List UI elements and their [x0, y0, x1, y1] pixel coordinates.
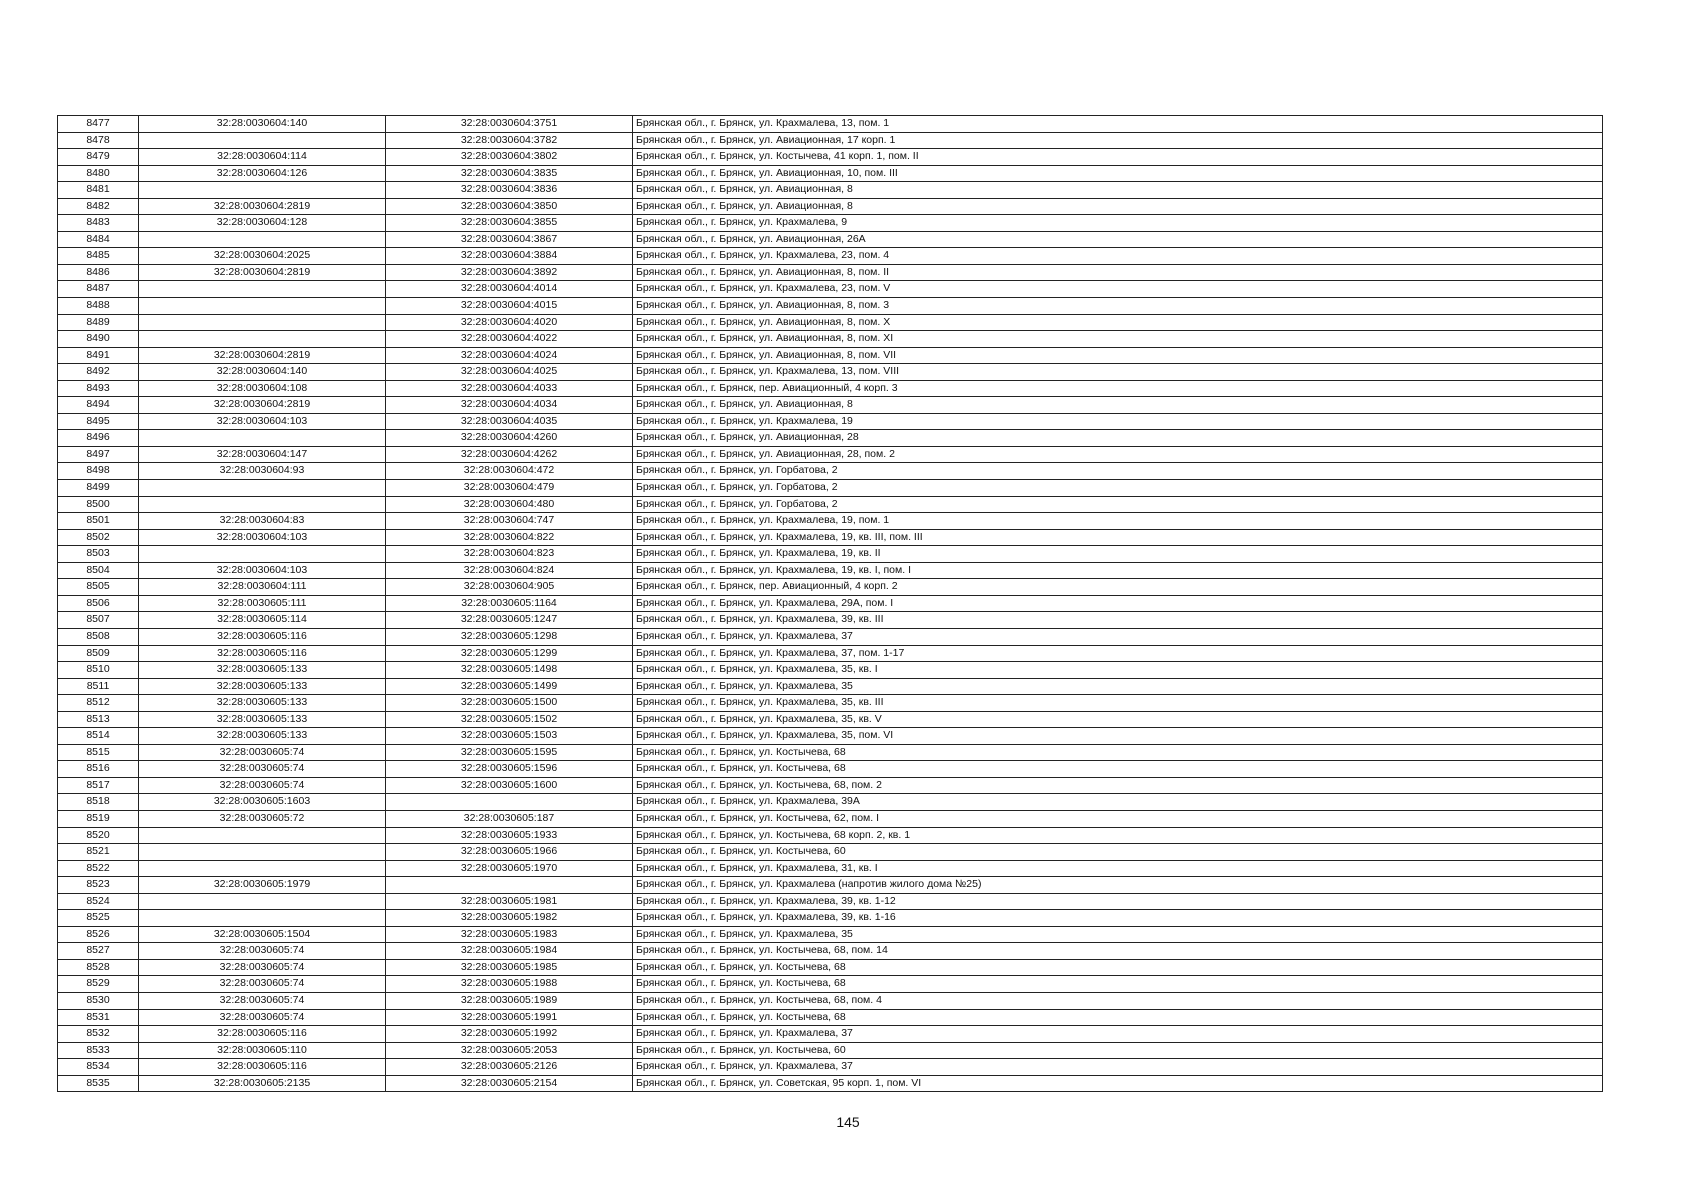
row-number-cell: 8478: [58, 132, 139, 149]
table-row: [58, 877, 1603, 894]
address-cell: Брянская обл., г. Брянск, ул. Крахмалева, 19, кв. I, пом. I: [633, 562, 1603, 579]
address-cell: Брянская обл., г. Брянск, ул. Авиационная, 8, пом. II: [633, 264, 1603, 281]
address-cell: Брянская обл., г. Брянск, пер. Авиационный, 4 корп. 2: [633, 579, 1603, 596]
land-cadastral-number-cell: [139, 298, 386, 315]
address-cell: Брянская обл., г. Брянск, ул. Крахмалева, 35: [633, 678, 1603, 695]
object-cadastral-number-cell: 32:28:0030605:1933: [386, 827, 633, 844]
address-cell: Брянская обл., г. Брянск, ул. Крахмалева, 23, пом. V: [633, 281, 1603, 298]
object-cadastral-number-cell: 32:28:0030604:4020: [386, 314, 633, 331]
address-cell: Брянская обл., г. Брянск, ул. Авиационная, 17 корп. 1: [633, 132, 1603, 149]
row-number-cell: 8502: [58, 529, 139, 546]
row-number-cell: 8517: [58, 777, 139, 794]
table-row: [58, 794, 1603, 811]
address-cell: Брянская обл., г. Брянск, ул. Крахмалева, 35, кв. III: [633, 695, 1603, 712]
object-cadastral-number-cell: 32:28:0030604:3835: [386, 165, 633, 182]
row-number-cell: 8515: [58, 744, 139, 761]
row-number-cell: 8504: [58, 562, 139, 579]
row-number-cell: 8513: [58, 711, 139, 728]
address-cell: Брянская обл., г. Брянск, ул. Горбатова, 2: [633, 496, 1603, 513]
land-cadastral-number-cell: 32:28:0030604:103: [139, 529, 386, 546]
object-cadastral-number-cell: 32:28:0030604:822: [386, 529, 633, 546]
address-cell: Брянская обл., г. Брянск, ул. Крахмалева, 39, кв. 1-16: [633, 910, 1603, 927]
address-cell: Брянская обл., г. Брянск, ул. Крахмалева, 37: [633, 1026, 1603, 1043]
land-cadastral-number-cell: 32:28:0030605:74: [139, 777, 386, 794]
table-row: [58, 413, 1603, 430]
table-row: [58, 711, 1603, 728]
table-row: [58, 1026, 1603, 1043]
table-row: [58, 992, 1603, 1009]
address-cell: Брянская обл., г. Брянск, ул. Костычева, 68, пом. 2: [633, 777, 1603, 794]
object-cadastral-number-cell: 32:28:0030605:1981: [386, 893, 633, 910]
land-cadastral-number-cell: 32:28:0030604:128: [139, 215, 386, 232]
table-row: [58, 463, 1603, 480]
land-cadastral-number-cell: 32:28:0030605:74: [139, 976, 386, 993]
address-cell: Брянская обл., г. Брянск, ул. Авиационная, 8, пом. X: [633, 314, 1603, 331]
table-row: [58, 331, 1603, 348]
table-row: [58, 959, 1603, 976]
land-cadastral-number-cell: 32:28:0030605:116: [139, 645, 386, 662]
address-cell: Брянская обл., г. Брянск, ул. Костычева, 62, пом. I: [633, 810, 1603, 827]
address-cell: Брянская обл., г. Брянск, ул. Авиационная, 28: [633, 430, 1603, 447]
object-cadastral-number-cell: 32:28:0030604:3751: [386, 116, 633, 133]
object-cadastral-number-cell: 32:28:0030605:1502: [386, 711, 633, 728]
row-number-cell: 8489: [58, 314, 139, 331]
row-number-cell: 8488: [58, 298, 139, 315]
address-cell: Брянская обл., г. Брянск, ул. Крахмалева, 39, кв. 1-12: [633, 893, 1603, 910]
address-cell: Брянская обл., г. Брянск, ул. Крахмалева, 31, кв. I: [633, 860, 1603, 877]
address-cell: Брянская обл., г. Брянск, ул. Горбатова, 2: [633, 480, 1603, 497]
object-cadastral-number-cell: 32:28:0030604:4024: [386, 347, 633, 364]
land-cadastral-number-cell: 32:28:0030604:2819: [139, 347, 386, 364]
land-cadastral-number-cell: 32:28:0030605:116: [139, 628, 386, 645]
address-cell: Брянская обл., г. Брянск, пер. Авиационный, 4 корп. 3: [633, 380, 1603, 397]
row-number-cell: 8494: [58, 397, 139, 414]
table-row: [58, 132, 1603, 149]
land-cadastral-number-cell: [139, 827, 386, 844]
address-cell: Брянская обл., г. Брянск, ул. Крахмалева, 19, кв. II: [633, 546, 1603, 563]
table-row: [58, 943, 1603, 960]
address-cell: Брянская обл., г. Брянск, ул. Авиационная, 8, пом. XI: [633, 331, 1603, 348]
address-cell: Брянская обл., г. Брянск, ул. Крахмалева, 37, пом. 1-17: [633, 645, 1603, 662]
address-cell: Брянская обл., г. Брянск, ул. Авиационная, 10, пом. III: [633, 165, 1603, 182]
land-cadastral-number-cell: 32:28:0030604:126: [139, 165, 386, 182]
row-number-cell: 8487: [58, 281, 139, 298]
row-number-cell: 8511: [58, 678, 139, 695]
land-cadastral-number-cell: 32:28:0030604:147: [139, 446, 386, 463]
table-row: [58, 810, 1603, 827]
table-row: [58, 777, 1603, 794]
object-cadastral-number-cell: 32:28:0030605:1298: [386, 628, 633, 645]
land-cadastral-number-cell: 32:28:0030605:74: [139, 943, 386, 960]
address-cell: Брянская обл., г. Брянск, ул. Крахмалева, 35, пом. VI: [633, 728, 1603, 745]
object-cadastral-number-cell: 32:28:0030605:187: [386, 810, 633, 827]
table-row: [58, 744, 1603, 761]
address-cell: Брянская обл., г. Брянск, ул. Авиационная, 8: [633, 397, 1603, 414]
row-number-cell: 8514: [58, 728, 139, 745]
object-cadastral-number-cell: 32:28:0030604:4015: [386, 298, 633, 315]
address-cell: Брянская обл., г. Брянск, ул. Авиационная, 8, пом. 3: [633, 298, 1603, 315]
row-number-cell: 8477: [58, 116, 139, 133]
land-cadastral-number-cell: 32:28:0030605:2135: [139, 1075, 386, 1092]
row-number-cell: 8534: [58, 1059, 139, 1076]
address-cell: Брянская обл., г. Брянск, ул. Крахмалева, 19: [633, 413, 1603, 430]
object-cadastral-number-cell: 32:28:0030604:3855: [386, 215, 633, 232]
address-cell: Брянская обл., г. Брянск, ул. Костычева, 68 корп. 2, кв. 1: [633, 827, 1603, 844]
object-cadastral-number-cell: 32:28:0030605:1983: [386, 926, 633, 943]
land-cadastral-number-cell: [139, 546, 386, 563]
address-cell: Брянская обл., г. Брянск, ул. Крахмалева, 13, пом. 1: [633, 116, 1603, 133]
table-row: [58, 546, 1603, 563]
table-row: [58, 926, 1603, 943]
table-row: [58, 976, 1603, 993]
object-cadastral-number-cell: 32:28:0030605:1596: [386, 761, 633, 778]
address-cell: Брянская обл., г. Брянск, ул. Крахмалева (напротив жилого дома №25): [633, 877, 1603, 894]
object-cadastral-number-cell: 32:28:0030605:1966: [386, 844, 633, 861]
table-row: [58, 645, 1603, 662]
table-row: [58, 116, 1603, 133]
land-cadastral-number-cell: 32:28:0030604:93: [139, 463, 386, 480]
object-cadastral-number-cell: 32:28:0030604:3867: [386, 231, 633, 248]
address-cell: Брянская обл., г. Брянск, ул. Крахмалева, 29А, пом. I: [633, 595, 1603, 612]
land-cadastral-number-cell: 32:28:0030604:103: [139, 413, 386, 430]
table-row: [58, 893, 1603, 910]
row-number-cell: 8493: [58, 380, 139, 397]
table-row: [58, 149, 1603, 166]
land-cadastral-number-cell: [139, 496, 386, 513]
table-row: [58, 347, 1603, 364]
object-cadastral-number-cell: 32:28:0030604:4035: [386, 413, 633, 430]
address-cell: Брянская обл., г. Брянск, ул. Авиационная, 8: [633, 198, 1603, 215]
table-row: [58, 496, 1603, 513]
address-cell: Брянская обл., г. Брянск, ул. Крахмалева, 19, пом. 1: [633, 513, 1603, 530]
row-number-cell: 8482: [58, 198, 139, 215]
address-cell: Брянская обл., г. Брянск, ул. Крахмалева, 39А: [633, 794, 1603, 811]
row-number-cell: 8503: [58, 546, 139, 563]
address-cell: Брянская обл., г. Брянск, ул. Костычева, 60: [633, 1042, 1603, 1059]
table-body: [58, 116, 1603, 1092]
row-number-cell: 8496: [58, 430, 139, 447]
address-cell: Брянская обл., г. Брянск, ул. Костычева, 68: [633, 976, 1603, 993]
table-row: [58, 215, 1603, 232]
address-cell: Брянская обл., г. Брянск, ул. Крахмалева, 9: [633, 215, 1603, 232]
object-cadastral-number-cell: 32:28:0030605:1984: [386, 943, 633, 960]
row-number-cell: 8479: [58, 149, 139, 166]
object-cadastral-number-cell: 32:28:0030605:1498: [386, 662, 633, 679]
object-cadastral-number-cell: [386, 794, 633, 811]
row-number-cell: 8512: [58, 695, 139, 712]
object-cadastral-number-cell: 32:28:0030605:1991: [386, 1009, 633, 1026]
row-number-cell: 8522: [58, 860, 139, 877]
row-number-cell: 8526: [58, 926, 139, 943]
table-row: [58, 529, 1603, 546]
object-cadastral-number-cell: 32:28:0030605:1247: [386, 612, 633, 629]
object-cadastral-number-cell: 32:28:0030604:472: [386, 463, 633, 480]
object-cadastral-number-cell: 32:28:0030604:4034: [386, 397, 633, 414]
table-row: [58, 695, 1603, 712]
table-row: [58, 264, 1603, 281]
table-row: [58, 298, 1603, 315]
row-number-cell: 8491: [58, 347, 139, 364]
table-row: [58, 231, 1603, 248]
object-cadastral-number-cell: 32:28:0030605:1503: [386, 728, 633, 745]
land-cadastral-number-cell: 32:28:0030605:111: [139, 595, 386, 612]
land-cadastral-number-cell: 32:28:0030605:133: [139, 662, 386, 679]
object-cadastral-number-cell: 32:28:0030605:1988: [386, 976, 633, 993]
land-cadastral-number-cell: 32:28:0030604:140: [139, 364, 386, 381]
object-cadastral-number-cell: 32:28:0030605:1595: [386, 744, 633, 761]
address-cell: Брянская обл., г. Брянск, ул. Костычева, 68: [633, 761, 1603, 778]
address-cell: Брянская обл., г. Брянск, ул. Крахмалева, 39, кв. III: [633, 612, 1603, 629]
row-number-cell: 8483: [58, 215, 139, 232]
table-row: [58, 480, 1603, 497]
row-number-cell: 8486: [58, 264, 139, 281]
object-cadastral-number-cell: 32:28:0030605:2126: [386, 1059, 633, 1076]
address-cell: Брянская обл., г. Брянск, ул. Авиационная, 26А: [633, 231, 1603, 248]
row-number-cell: 8521: [58, 844, 139, 861]
page-number: 145: [836, 1114, 860, 1130]
table-row: [58, 827, 1603, 844]
object-cadastral-number-cell: 32:28:0030604:905: [386, 579, 633, 596]
land-cadastral-number-cell: 32:28:0030604:2025: [139, 248, 386, 265]
land-cadastral-number-cell: 32:28:0030605:133: [139, 695, 386, 712]
land-cadastral-number-cell: [139, 844, 386, 861]
table-row: [58, 182, 1603, 199]
object-cadastral-number-cell: 32:28:0030604:3850: [386, 198, 633, 215]
object-cadastral-number-cell: 32:28:0030605:2154: [386, 1075, 633, 1092]
object-cadastral-number-cell: 32:28:0030605:1989: [386, 992, 633, 1009]
object-cadastral-number-cell: 32:28:0030605:1600: [386, 777, 633, 794]
land-cadastral-number-cell: 32:28:0030605:74: [139, 1009, 386, 1026]
table-row: [58, 397, 1603, 414]
table-row: [58, 165, 1603, 182]
table-row: [58, 860, 1603, 877]
object-cadastral-number-cell: 32:28:0030605:1982: [386, 910, 633, 927]
object-cadastral-number-cell: 32:28:0030605:1299: [386, 645, 633, 662]
table-row: [58, 844, 1603, 861]
address-cell: Брянская обл., г. Брянск, ул. Авиационная, 8, пом. VII: [633, 347, 1603, 364]
table-row: [58, 595, 1603, 612]
table-row: [58, 612, 1603, 629]
object-cadastral-number-cell: 32:28:0030604:824: [386, 562, 633, 579]
object-cadastral-number-cell: 32:28:0030605:2053: [386, 1042, 633, 1059]
row-number-cell: 8524: [58, 893, 139, 910]
row-number-cell: 8510: [58, 662, 139, 679]
table-row: [58, 910, 1603, 927]
object-cadastral-number-cell: 32:28:0030604:479: [386, 480, 633, 497]
object-cadastral-number-cell: 32:28:0030604:3802: [386, 149, 633, 166]
object-cadastral-number-cell: 32:28:0030604:4262: [386, 446, 633, 463]
land-cadastral-number-cell: 32:28:0030604:2819: [139, 264, 386, 281]
object-cadastral-number-cell: 32:28:0030605:1500: [386, 695, 633, 712]
row-number-cell: 8527: [58, 943, 139, 960]
table-row: [58, 446, 1603, 463]
object-cadastral-number-cell: [386, 877, 633, 894]
table-row: [58, 380, 1603, 397]
object-cadastral-number-cell: 32:28:0030604:480: [386, 496, 633, 513]
object-cadastral-number-cell: 32:28:0030604:3892: [386, 264, 633, 281]
address-cell: Брянская обл., г. Брянск, ул. Крахмалева, 37: [633, 628, 1603, 645]
table-row: [58, 513, 1603, 530]
object-cadastral-number-cell: 32:28:0030605:1992: [386, 1026, 633, 1043]
land-cadastral-number-cell: 32:28:0030605:72: [139, 810, 386, 827]
object-cadastral-number-cell: 32:28:0030605:1164: [386, 595, 633, 612]
land-cadastral-number-cell: 32:28:0030604:108: [139, 380, 386, 397]
land-cadastral-number-cell: 32:28:0030605:74: [139, 992, 386, 1009]
row-number-cell: 8492: [58, 364, 139, 381]
address-cell: Брянская обл., г. Брянск, ул. Советская, 95 корп. 1, пом. VI: [633, 1075, 1603, 1092]
address-cell: Брянская обл., г. Брянск, ул. Крахмалева, 35: [633, 926, 1603, 943]
land-cadastral-number-cell: 32:28:0030605:1603: [139, 794, 386, 811]
land-cadastral-number-cell: 32:28:0030604:140: [139, 116, 386, 133]
land-cadastral-number-cell: 32:28:0030605:133: [139, 711, 386, 728]
row-number-cell: 8529: [58, 976, 139, 993]
row-number-cell: 8519: [58, 810, 139, 827]
address-cell: Брянская обл., г. Брянск, ул. Костычева, 60: [633, 844, 1603, 861]
address-cell: Брянская обл., г. Брянск, ул. Крахмалева, 35, кв. V: [633, 711, 1603, 728]
row-number-cell: 8500: [58, 496, 139, 513]
land-cadastral-number-cell: 32:28:0030605:1504: [139, 926, 386, 943]
object-cadastral-number-cell: 32:28:0030604:823: [386, 546, 633, 563]
table-row: [58, 248, 1603, 265]
table-row: [58, 1075, 1603, 1092]
row-number-cell: 8498: [58, 463, 139, 480]
table-row: [58, 628, 1603, 645]
land-cadastral-number-cell: 32:28:0030604:114: [139, 149, 386, 166]
land-cadastral-number-cell: 32:28:0030605:116: [139, 1026, 386, 1043]
land-cadastral-number-cell: 32:28:0030605:116: [139, 1059, 386, 1076]
row-number-cell: 8497: [58, 446, 139, 463]
table-row: [58, 364, 1603, 381]
address-cell: Брянская обл., г. Брянск, ул. Костычева, 41 корп. 1, пом. II: [633, 149, 1603, 166]
row-number-cell: 8490: [58, 331, 139, 348]
land-cadastral-number-cell: 32:28:0030605:74: [139, 959, 386, 976]
object-cadastral-number-cell: 32:28:0030604:747: [386, 513, 633, 530]
row-number-cell: 8523: [58, 877, 139, 894]
row-number-cell: 8528: [58, 959, 139, 976]
land-cadastral-number-cell: 32:28:0030605:1979: [139, 877, 386, 894]
row-number-cell: 8480: [58, 165, 139, 182]
address-cell: Брянская обл., г. Брянск, ул. Костычева, 68, пом. 14: [633, 943, 1603, 960]
land-cadastral-number-cell: [139, 281, 386, 298]
land-cadastral-number-cell: [139, 182, 386, 199]
table-row: [58, 281, 1603, 298]
row-number-cell: 8516: [58, 761, 139, 778]
land-cadastral-number-cell: 32:28:0030604:2819: [139, 397, 386, 414]
land-cadastral-number-cell: 32:28:0030605:133: [139, 728, 386, 745]
land-cadastral-number-cell: 32:28:0030605:133: [139, 678, 386, 695]
address-cell: Брянская обл., г. Брянск, ул. Костычева, 68: [633, 1009, 1603, 1026]
land-cadastral-number-cell: [139, 480, 386, 497]
row-number-cell: 8520: [58, 827, 139, 844]
address-cell: Брянская обл., г. Брянск, ул. Крахмалева, 19, кв. III, пом. III: [633, 529, 1603, 546]
object-cadastral-number-cell: 32:28:0030604:4014: [386, 281, 633, 298]
row-number-cell: 8506: [58, 595, 139, 612]
row-number-cell: 8530: [58, 992, 139, 1009]
land-cadastral-number-cell: 32:28:0030604:2819: [139, 198, 386, 215]
row-number-cell: 8499: [58, 480, 139, 497]
land-cadastral-number-cell: 32:28:0030604:103: [139, 562, 386, 579]
object-cadastral-number-cell: 32:28:0030604:3884: [386, 248, 633, 265]
land-cadastral-number-cell: 32:28:0030604:111: [139, 579, 386, 596]
row-number-cell: 8505: [58, 579, 139, 596]
object-cadastral-number-cell: 32:28:0030605:1985: [386, 959, 633, 976]
land-cadastral-number-cell: [139, 860, 386, 877]
object-cadastral-number-cell: 32:28:0030604:4022: [386, 331, 633, 348]
table-row: [58, 1059, 1603, 1076]
object-cadastral-number-cell: 32:28:0030605:1970: [386, 860, 633, 877]
object-cadastral-number-cell: 32:28:0030604:4033: [386, 380, 633, 397]
address-cell: Брянская обл., г. Брянск, ул. Костычева, 68, пом. 4: [633, 992, 1603, 1009]
row-number-cell: 8484: [58, 231, 139, 248]
row-number-cell: 8481: [58, 182, 139, 199]
land-cadastral-number-cell: [139, 910, 386, 927]
address-cell: Брянская обл., г. Брянск, ул. Костычева, 68: [633, 959, 1603, 976]
land-cadastral-number-cell: [139, 231, 386, 248]
table-row: [58, 198, 1603, 215]
table-row: [58, 728, 1603, 745]
address-cell: Брянская обл., г. Брянск, ул. Крахмалева, 23, пом. 4: [633, 248, 1603, 265]
table-row: [58, 314, 1603, 331]
address-cell: Брянская обл., г. Брянск, ул. Горбатова, 2: [633, 463, 1603, 480]
land-cadastral-number-cell: [139, 430, 386, 447]
object-cadastral-number-cell: 32:28:0030604:4260: [386, 430, 633, 447]
row-number-cell: 8533: [58, 1042, 139, 1059]
object-cadastral-number-cell: 32:28:0030605:1499: [386, 678, 633, 695]
row-number-cell: 8518: [58, 794, 139, 811]
table-row: [58, 430, 1603, 447]
address-cell: Брянская обл., г. Брянск, ул. Авиационная, 8: [633, 182, 1603, 199]
land-cadastral-number-cell: 32:28:0030605:74: [139, 744, 386, 761]
row-number-cell: 8531: [58, 1009, 139, 1026]
table-row: [58, 562, 1603, 579]
table-row: [58, 662, 1603, 679]
address-cell: Брянская обл., г. Брянск, ул. Костычева, 68: [633, 744, 1603, 761]
land-cadastral-number-cell: [139, 314, 386, 331]
land-cadastral-number-cell: [139, 331, 386, 348]
table-row: [58, 761, 1603, 778]
row-number-cell: 8532: [58, 1026, 139, 1043]
row-number-cell: 8535: [58, 1075, 139, 1092]
land-cadastral-number-cell: 32:28:0030605:114: [139, 612, 386, 629]
table-row: [58, 579, 1603, 596]
address-cell: Брянская обл., г. Брянск, ул. Крахмалева, 13, пом. VIII: [633, 364, 1603, 381]
table-row: [58, 678, 1603, 695]
row-number-cell: 8508: [58, 628, 139, 645]
object-cadastral-number-cell: 32:28:0030604:4025: [386, 364, 633, 381]
land-cadastral-number-cell: 32:28:0030605:74: [139, 761, 386, 778]
land-cadastral-number-cell: [139, 893, 386, 910]
address-cell: Брянская обл., г. Брянск, ул. Авиационная, 28, пом. 2: [633, 446, 1603, 463]
row-number-cell: 8525: [58, 910, 139, 927]
land-cadastral-number-cell: [139, 132, 386, 149]
row-number-cell: 8501: [58, 513, 139, 530]
table-row: [58, 1009, 1603, 1026]
object-cadastral-number-cell: 32:28:0030604:3836: [386, 182, 633, 199]
row-number-cell: 8507: [58, 612, 139, 629]
row-number-cell: 8495: [58, 413, 139, 430]
cadastral-table: [57, 115, 1603, 1092]
row-number-cell: 8509: [58, 645, 139, 662]
object-cadastral-number-cell: 32:28:0030604:3782: [386, 132, 633, 149]
address-cell: Брянская обл., г. Брянск, ул. Крахмалева, 35, кв. I: [633, 662, 1603, 679]
address-cell: Брянская обл., г. Брянск, ул. Крахмалева, 37: [633, 1059, 1603, 1076]
table-row: [58, 1042, 1603, 1059]
land-cadastral-number-cell: 32:28:0030604:83: [139, 513, 386, 530]
land-cadastral-number-cell: 32:28:0030605:110: [139, 1042, 386, 1059]
row-number-cell: 8485: [58, 248, 139, 265]
